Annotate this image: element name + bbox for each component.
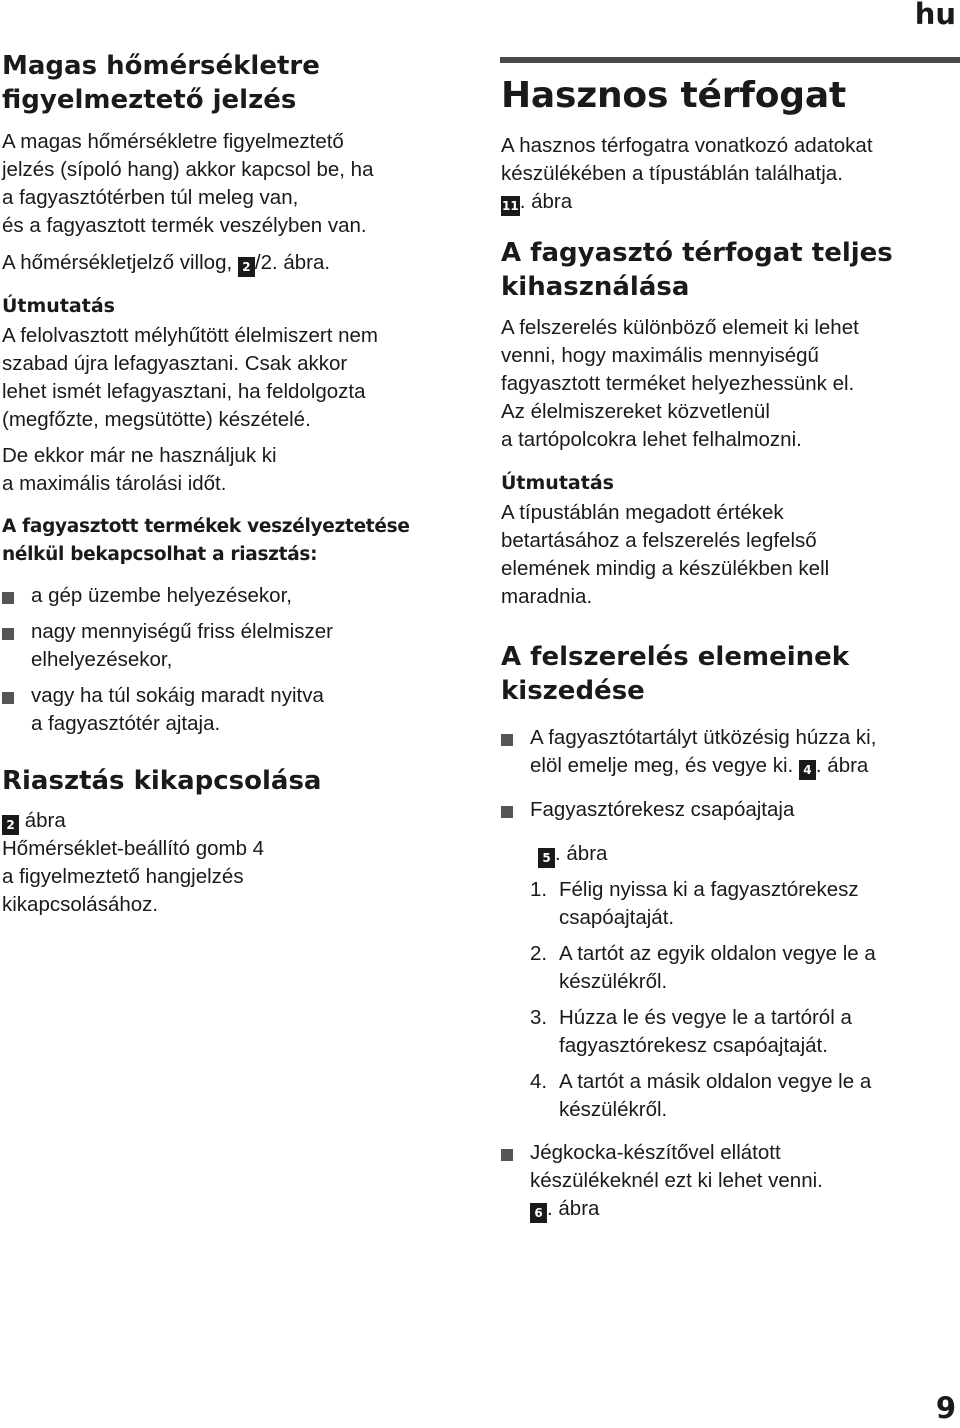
text-span: ábra [19, 809, 66, 832]
section-title-alarm-off: Riasztás kikapcsolása [2, 766, 322, 796]
text-line: betartásához a felszerelés legfelső [501, 529, 817, 552]
text-line: vagy ha túl sokáig maradt nyitva [31, 684, 324, 707]
text-line: csapóajtaját. [559, 906, 675, 929]
section-title-remove-parts [501, 640, 958, 708]
section-title-full-volume [501, 236, 958, 304]
text-line: és a fagyasztott termék veszélyben van. [2, 214, 367, 237]
text-span: /2. ábra. [254, 251, 331, 274]
section-title-usable-volume: Hasznos térfogat [501, 75, 846, 116]
text-line: elhelyezésekor, [31, 648, 173, 671]
figure-badge: 6 [530, 1203, 547, 1223]
text-span: A hőmérsékletjelző villog, [2, 251, 238, 274]
text-line: elemének mindig a készülékben kell [501, 557, 830, 580]
text-line [501, 188, 958, 216]
text-line [2, 807, 470, 835]
figure-badge: 11 [501, 196, 520, 216]
text-line: a figyelmeztető hangjelzés [2, 865, 244, 888]
figure-badge: 2 [238, 257, 255, 277]
left-column [2, 49, 470, 919]
text-span: . ábra [815, 754, 869, 777]
step-item [530, 1068, 958, 1124]
full-volume-text [501, 314, 958, 454]
step-item [530, 940, 958, 996]
title-line: kiszedése [501, 676, 645, 706]
bullet-square-icon [501, 734, 513, 746]
text-line: nélkül bekapcsolhat a riasztás: [2, 544, 318, 565]
text-line: De ekkor már ne használjuk ki [2, 444, 277, 467]
figure-badge: 2 [2, 815, 19, 835]
page-number: 9 [935, 1391, 956, 1425]
step-number: 2. [530, 942, 548, 965]
text-line: A fagyasztott termékek veszélyeztetése [2, 516, 410, 537]
text-span: . ábra [547, 1197, 600, 1220]
text-line: Húzza le és vegye le a tartóról a [559, 1006, 852, 1029]
text-line: a tartópolcokra lehet felhalmozni. [501, 428, 802, 451]
text-span: . ábra [555, 842, 608, 865]
bullet-square-icon [2, 692, 14, 704]
text-span: elöl emelje meg, és vegye ki. [530, 754, 799, 777]
usable-volume-text [501, 132, 958, 216]
text-line: A tartót a másik oldalon vegye le a [559, 1070, 872, 1093]
right-column [501, 74, 958, 1223]
bullet-square-icon [2, 592, 14, 604]
text-line: készülékről. [559, 970, 668, 993]
title-line: A fagyasztó térfogat teljes [501, 238, 893, 268]
text-line: készülékről. [559, 1098, 668, 1121]
language-code: hu [914, 0, 956, 31]
list-item [501, 724, 958, 780]
list-item [2, 582, 470, 610]
text-line: maradnia. [501, 585, 593, 608]
figure-badge: 4 [799, 760, 816, 780]
text-line: Az élelmiszereket közvetlenül [501, 400, 770, 423]
title-line: figyelmeztető jelzés [2, 85, 297, 115]
text-line: nagy mennyiségű friss élelmiszer [31, 620, 333, 643]
list-item [2, 682, 470, 738]
text-line: A típustáblán megadott értékek [501, 501, 784, 524]
alarm-conditions-list [2, 582, 470, 738]
text-line: szabad újra lefagyasztani. Csak akkor [2, 352, 348, 375]
text-line: fagyasztórekesz csapóajtaját. [559, 1034, 828, 1057]
text-line: kikapcsolásához. [2, 893, 159, 916]
list-item [2, 618, 470, 674]
bullet-square-icon [501, 1149, 513, 1161]
text-line: Félig nyissa ki a fagyasztórekesz [559, 878, 859, 901]
step-number: 1. [530, 878, 548, 901]
note-text [501, 499, 958, 611]
figure-badge: 5 [538, 848, 555, 868]
alarm-off-text [2, 807, 470, 919]
list-item [501, 796, 958, 1124]
note-heading: Útmutatás [2, 295, 115, 317]
text-line: (megfőzte, megsütötte) készételé. [2, 408, 311, 431]
title-line: Magas hőmérsékletre [2, 51, 320, 81]
text-line [530, 840, 958, 868]
text-line: A fagyasztótartályt ütközésig húzza ki, [530, 726, 877, 749]
bullet-square-icon [2, 628, 14, 640]
text-line: venni, hogy maximális mennyiségű [501, 344, 819, 367]
steps-list [530, 876, 958, 1124]
text-line: A magas hőmérsékletre figyelmeztető [2, 130, 344, 153]
text-span: . ábra [519, 190, 573, 213]
text-line: jelzés (sípoló hang) akkor kapcsol be, ha [2, 158, 374, 181]
text-line: A tartót az egyik oldalon vegye le a [559, 942, 876, 965]
header-rule [500, 57, 960, 63]
text-line: Jégkocka-készítővel ellátott [530, 1141, 781, 1164]
text-line: A hasznos térfogatra vonatkozó adatokat [501, 134, 873, 157]
alarm-description [2, 128, 470, 240]
text-span: a gép üzembe helyezésekor, [31, 584, 292, 607]
text-line: a fagyasztótér ajtaja. [31, 712, 221, 735]
note-text [2, 322, 470, 498]
text-line: készülékeknél ezt ki lehet venni. [530, 1169, 823, 1192]
list-item [501, 1139, 958, 1223]
text-line [530, 752, 958, 780]
title-line: kihasználása [501, 272, 690, 302]
step-number: 3. [530, 1006, 548, 1029]
title-line: A felszerelés elemeinek [501, 642, 850, 672]
section-title-high-temp-alarm [2, 49, 470, 117]
indicator-text [2, 249, 470, 277]
text-line: lehet ismét lefagyasztani, ha feldolgozta [2, 380, 366, 403]
text-line: Fagyasztórekesz csapóajtaja [530, 798, 795, 821]
text-line: Hőmérséklet-beállító gomb 4 [2, 837, 265, 860]
note-heading: Útmutatás [501, 472, 614, 494]
bullet-square-icon [501, 806, 513, 818]
text-line: a fagyasztótérben túl meleg van, [2, 186, 299, 209]
text-line: A felolvasztott mélyhűtött élelmiszert nem [2, 324, 378, 347]
step-number: 4. [530, 1070, 548, 1093]
text-line: a maximális tárolási időt. [2, 472, 227, 495]
text-line: készülékében a típustáblán találhatja. [501, 162, 843, 185]
text-line: A felszerelés különböző elemeit ki lehet [501, 316, 859, 339]
step-item [530, 1004, 958, 1060]
remove-parts-list [501, 724, 958, 1223]
step-item [530, 876, 958, 932]
text-line: fagyasztott terméket helyezhessünk el. [501, 372, 855, 395]
text-line [530, 1195, 958, 1223]
alarm-conditions-lead [2, 513, 470, 569]
